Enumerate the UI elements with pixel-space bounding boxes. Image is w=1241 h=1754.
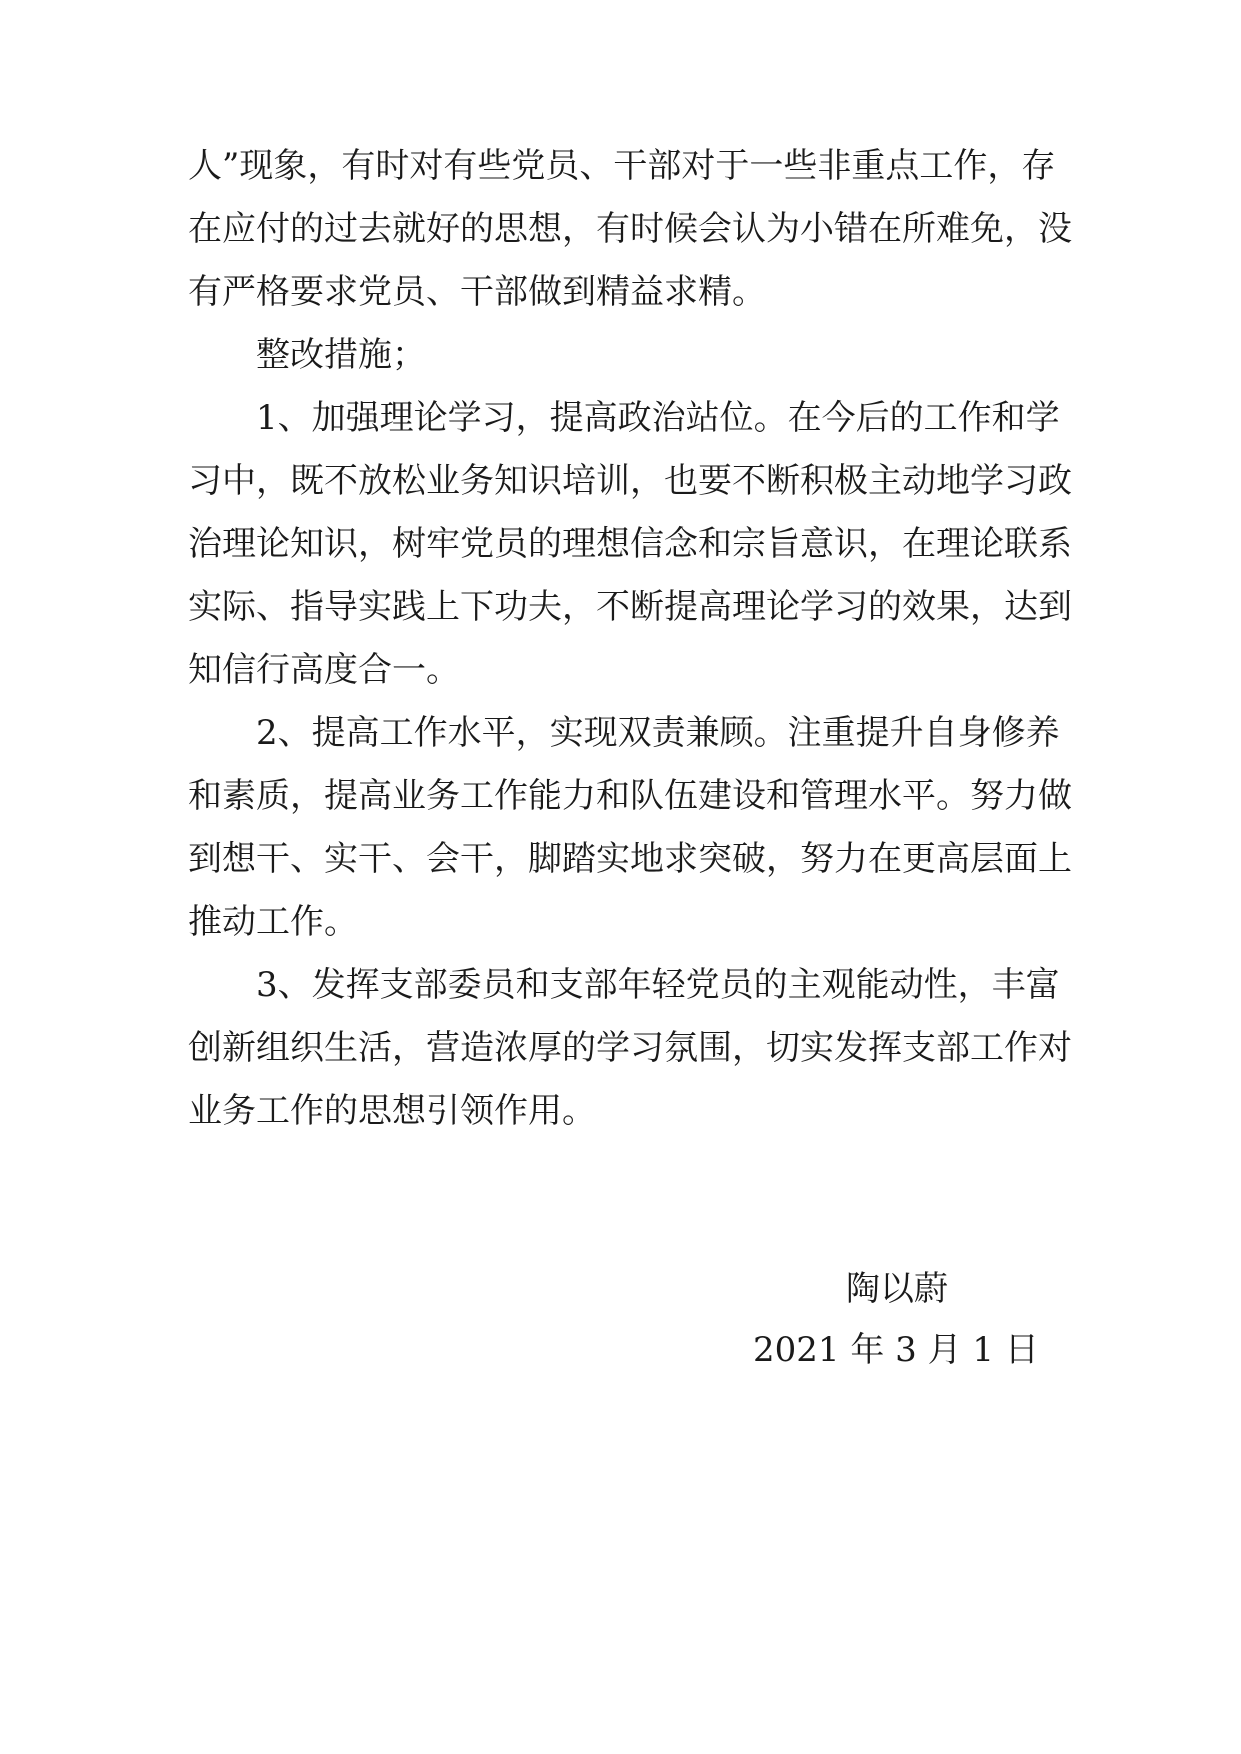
body-line: 和素质，提高业务工作能力和队伍建设和管理水平。努力做 (188, 776, 1072, 816)
body-line: 习中，既不放松业务知识培训，也要不断积极主动地学习政 (188, 461, 1072, 501)
body-line: 实际、指导实践上下功夫，不断提高理论学习的效果，达到 (188, 587, 1072, 627)
signature-date: 2021 年 3 月 1 日 (753, 1330, 1039, 1370)
body-line: 到想干、实干、会干，脚踏实地求突破，努力在更高层面上 (188, 839, 1072, 879)
body-line: 在应付的过去就好的思想，有时候会认为小错在所难免，没 (188, 209, 1072, 249)
body-line: 推动工作。 (188, 902, 358, 942)
body-line: 2、提高工作水平，实现双责兼顾。注重提升自身修养 (256, 713, 1060, 753)
body-line: 有严格要求党员、干部做到精益求精。 (188, 272, 766, 312)
body-line: 3、发挥支部委员和支部年轻党员的主观能动性，丰富 (256, 965, 1060, 1005)
signer-name: 陶以蔚 (846, 1269, 948, 1309)
body-line: 创新组织生活，营造浓厚的学习氛围，切实发挥支部工作对 (188, 1028, 1072, 1068)
body-line: 1、加强理论学习，提高政治站位。在今后的工作和学 (256, 398, 1060, 438)
body-line: 知信行高度合一。 (188, 650, 460, 690)
section-heading: 整改措施； (256, 335, 426, 375)
body-line: 业务工作的思想引领作用。 (188, 1091, 596, 1131)
body-line: 治理论知识，树牢党员的理想信念和宗旨意识，在理论联系 (188, 524, 1072, 564)
body-line: 人”现象，有时对有些党员、干部对于一些非重点工作，存 (188, 146, 1056, 186)
